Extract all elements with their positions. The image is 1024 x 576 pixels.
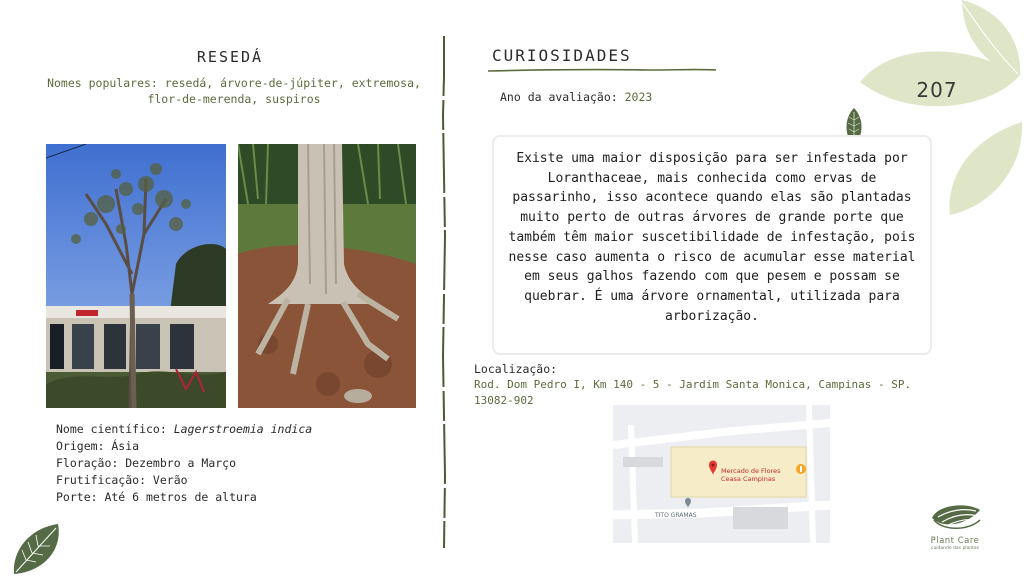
scientific-name-label: Nome científico: [56,422,174,436]
scientific-name [56,421,312,438]
fruiting: Frutificação: Verão [56,473,188,487]
location-address-line-2: 13082-902 [474,394,534,407]
popular-names [36,75,432,107]
map-food-icon [796,464,806,474]
origin: Origem: Ásia [56,439,140,453]
location-label: Localização: [474,362,558,376]
curiosity-text: Existe uma maior disposição para ser infestada por Loranthaceae, mais conhecida como ervas de passarinho, isso acontece quando elas são plantadas muito perto de outras árvores de grande porte que também têm maior suscetibilidade de infestação, pois nesse caso aumenta o risco de acumular esse material em seus galhos fazendo com que pesem e possam se quebrar. É uma árvore ornamental, utilizada para arborização. [508,151,916,324]
evaluation-year-value: 2023 [624,90,653,104]
size: Porte: Até 6 metros de altura [56,490,257,504]
brand-name: Plant Care [930,536,980,546]
evaluation-year [500,90,652,104]
section-title: CURIOSIDADES [492,46,632,65]
flowering: Floração: Dezembro a Março [56,456,237,470]
trunk-photo [238,144,416,408]
map-nearby-label: TITO GRAMAS [655,512,697,519]
location-address-line-1: Rod. Dom Pedro I, Km 140 - 5 - Jardim Santa Monica, Campinas - SP. [474,378,912,391]
popular-names-line-1: Nomes populares: resedá, árvore-de-júpiter, extremosa, [47,76,421,90]
curiosity-box [492,135,932,355]
page-number: 207 [916,78,958,102]
location-map[interactable] [613,405,830,543]
title-underline [488,66,716,74]
evaluation-year-label: Ano da avaliação: [500,90,625,104]
map-place-line-1: Mercado de Flores [721,467,781,475]
tree-photo [46,144,226,408]
map-place-line-2: Ceasa Campinas [721,475,776,483]
decorative-leaf-bottom-left [8,520,64,576]
brand-tagline: cuidando das plantas [930,546,980,551]
species-specs [56,421,312,506]
species-title: RESEDÁ [196,48,264,66]
column-divider [440,36,448,548]
scientific-name-value: Lagerstroemia indica [173,422,313,436]
popular-names-line-2: flor-de-merenda, suspiros [147,92,321,106]
